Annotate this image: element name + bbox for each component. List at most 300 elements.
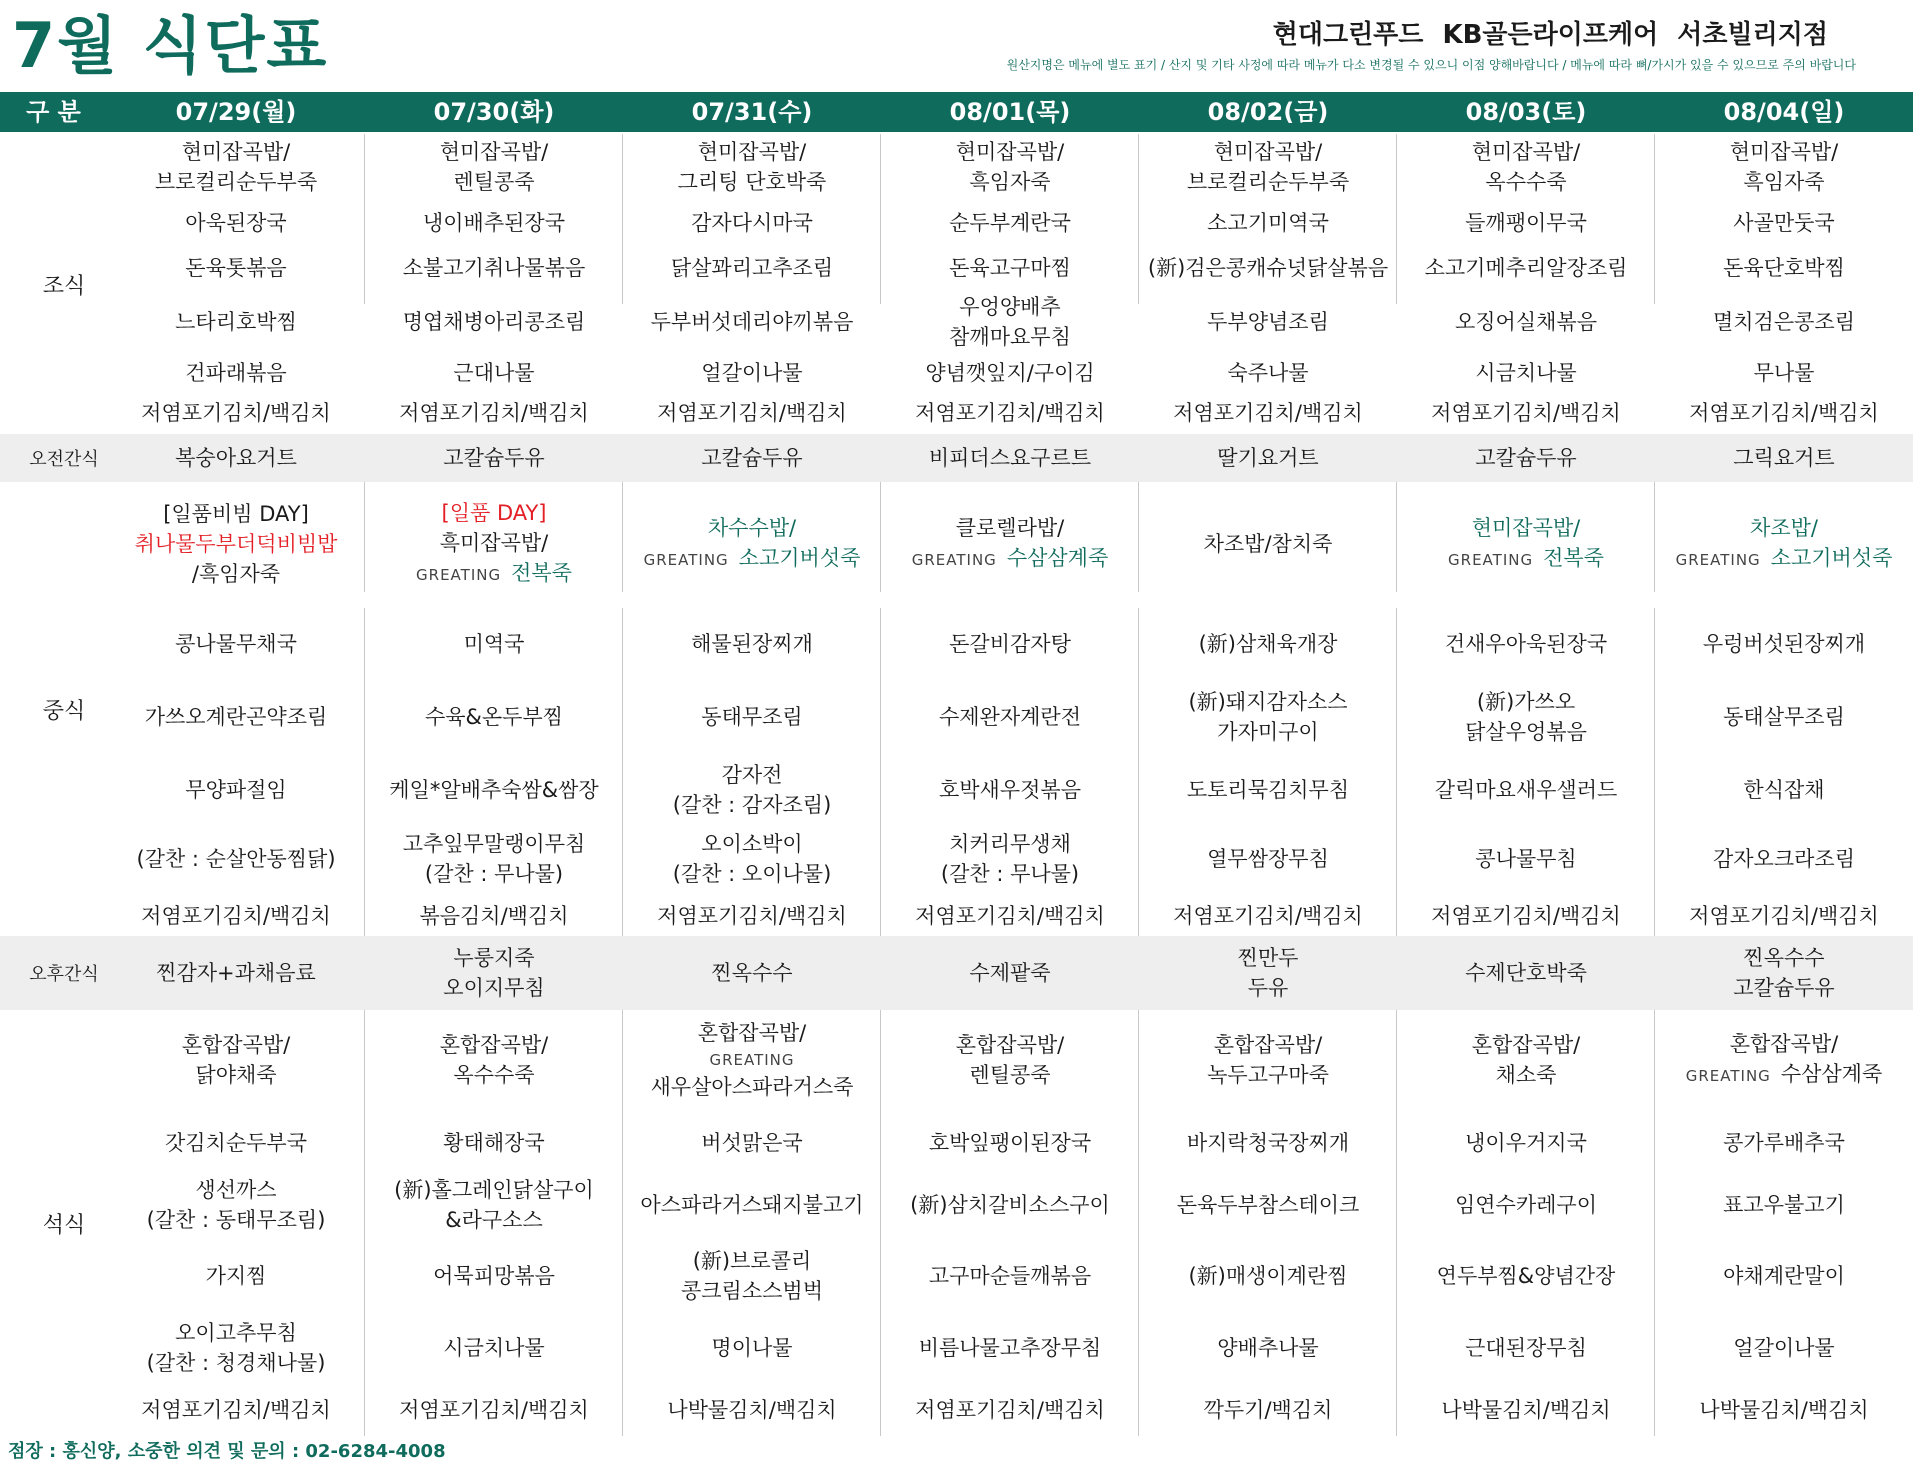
dish-name: 수삼삼계죽 (1780, 1062, 1883, 1086)
menu-line: 찐옥수수 (1743, 946, 1825, 970)
am-snack-item (107, 434, 365, 482)
dinner-item (623, 1240, 881, 1312)
menu-line: 멸치검은콩조림 (1712, 310, 1855, 334)
menu-line: 고구마순들깨볶음 (928, 1264, 1092, 1288)
menu-line: 차조밥/참치죽 (1203, 532, 1333, 556)
menu-line: 시금치나물 (443, 1336, 545, 1360)
dinner-item (1139, 1116, 1397, 1170)
dinner-item (1397, 1312, 1655, 1384)
menu-line: 깍두기/백김치 (1203, 1398, 1333, 1422)
menu-line: 도토리묵김치무침 (1186, 778, 1350, 802)
menu-line: 현미잡곡밥/ (439, 140, 549, 164)
lunch-item (1397, 676, 1655, 758)
menu-line: 무양파절임 (185, 778, 287, 802)
menu-line: 사골만둣국 (1733, 211, 1835, 235)
menu-line: 렌틸콩죽 (969, 1063, 1051, 1087)
menu-line: 갓김치순두부국 (164, 1131, 307, 1155)
lunch-main-cell (881, 484, 1139, 604)
menu-line: [일품비빔 DAY] (163, 502, 309, 526)
menu-line: 호박잎팽이된장국 (928, 1131, 1092, 1155)
breakfast-item (1655, 354, 1913, 392)
lunch-main-cell (365, 484, 623, 604)
lunch-main-cell (1397, 484, 1655, 604)
dinner-main-cell (623, 1012, 881, 1108)
lunch-item (881, 612, 1139, 676)
menu-line: 얼갈이나물 (1733, 1336, 1835, 1360)
menu-line: (갈찬 : 청경채나물) (146, 1351, 326, 1375)
menu-line: 혼합잡곡밥/ (439, 1033, 549, 1057)
lunch-item (107, 676, 365, 758)
breakfast-item (1139, 200, 1397, 246)
header-day: 07/31(수) (691, 98, 813, 126)
menu-line: 렌틸콩죽 (453, 170, 535, 194)
section-label-dinner: 석식 (42, 1212, 86, 1238)
dinner-main-cell (107, 1012, 365, 1108)
menu-line: 닭야채죽 (195, 1063, 277, 1087)
greating-brand-tag: GREATING (911, 551, 997, 569)
greating-brand-tag: GREATING (643, 551, 729, 569)
am-snack-item (1139, 434, 1397, 482)
menu-line: 수제완자계란전 (938, 705, 1081, 729)
menu-line: (新)홀그레인닭살구이 (394, 1178, 594, 1202)
menu-line (881, 543, 1139, 575)
dinner-item (107, 1116, 365, 1170)
menu-line: 아스파라거스돼지불고기 (640, 1193, 864, 1217)
breakfast-item (1397, 246, 1655, 290)
menu-line: 콩가루배추국 (1723, 1131, 1845, 1155)
breakfast-main-cell (107, 136, 365, 198)
dinner-item (1397, 1384, 1655, 1436)
breakfast-item (1397, 200, 1655, 246)
menu-line: 임연수카레구이 (1454, 1193, 1597, 1217)
menu-line: 흑임자죽 (969, 170, 1051, 194)
lunch-item (1655, 822, 1913, 896)
menu-line: 돈육단호박찜 (1723, 256, 1845, 280)
dinner-main-cell (1655, 1012, 1913, 1108)
menu-line: 나박물김치/백김치 (1699, 1398, 1869, 1422)
breakfast-item (365, 354, 623, 392)
menu-line: (갈찬 : 동태무조림) (146, 1208, 326, 1232)
menu-line: 소불고기취나물볶음 (402, 256, 586, 280)
menu-line: 저염포기김치/백김치 (915, 401, 1105, 425)
menu-line: 혼합잡곡밥/ (955, 1033, 1065, 1057)
menu-line (1397, 543, 1655, 575)
breakfast-item (1655, 246, 1913, 290)
menu-line: 우렁버섯된장찌개 (1702, 632, 1866, 656)
dinner-item (107, 1240, 365, 1312)
lunch-item (1139, 822, 1397, 896)
menu-line: 수제팥죽 (969, 961, 1051, 985)
menu-line: 채소죽 (1495, 1063, 1557, 1087)
dinner-item (365, 1170, 623, 1240)
breakfast-main-cell (623, 136, 881, 198)
menu-line: (갈찬 : 감자조림) (672, 793, 832, 817)
lunch-main-cell (1139, 484, 1397, 604)
lunch-item (365, 822, 623, 896)
header-day: 08/03(토) (1465, 98, 1587, 126)
menu-line: 오이고추무침 (175, 1321, 297, 1345)
lunch-item (1139, 676, 1397, 758)
breakfast-item (1655, 290, 1913, 354)
lunch-item (623, 676, 881, 758)
lunch-item (623, 758, 881, 822)
dinner-item (1139, 1312, 1397, 1384)
menu-line: 연두부찜&양념간장 (1436, 1264, 1616, 1288)
menu-line: 저염포기김치/백김치 (1173, 904, 1363, 928)
menu-line: 돈육두부참스테이크 (1176, 1193, 1360, 1217)
dinner-item (1655, 1384, 1913, 1436)
menu-line: (갈찬 : 오이나물) (672, 862, 832, 886)
breakfast-item (881, 392, 1139, 434)
company-name: 현대그린푸드 KB골든라이프케어 서초빌리지점 (1272, 20, 1828, 50)
menu-line: 명엽채병아리콩조림 (402, 310, 586, 334)
menu-line: 흑임자죽 (1743, 170, 1825, 194)
menu-line: 가자미구이 (1217, 720, 1319, 744)
menu-line: 콩나물무채국 (175, 632, 297, 656)
lunch-item (623, 896, 881, 936)
menu-line (1655, 1059, 1913, 1091)
notice-text: 원산지명은 메뉴에 별도 표기 / 산지 및 기타 사정에 따라 메뉴가 다소 변경될 수 있으니 이점 양해바랍니다 / 메뉴에 따라 뼈/가시가 있을 수 있으므로 주의 바랍니다 (1006, 58, 1856, 72)
menu-line: 딸기요거트 (1217, 446, 1319, 470)
menu-line: 저염포기김치/백김치 (1431, 904, 1621, 928)
menu-line: &라구소스 (445, 1208, 543, 1232)
menu-line: 근대나물 (453, 361, 535, 385)
menu-line: (갈찬 : 무나물) (424, 862, 564, 886)
menu-line: 닭살우엉볶음 (1465, 720, 1587, 744)
menu-line: 해물된장찌개 (691, 632, 813, 656)
menu-line: 바지락청국장찌개 (1186, 1131, 1350, 1155)
menu-line: 오이지무침 (443, 976, 545, 1000)
dinner-item (1139, 1384, 1397, 1436)
am-snack-item (365, 434, 623, 482)
breakfast-item (623, 392, 881, 434)
menu-line: 저염포기김치/백김치 (915, 904, 1105, 928)
dinner-item (1397, 1116, 1655, 1170)
menu-line: 가지찜 (205, 1264, 267, 1288)
dinner-item (881, 1384, 1139, 1436)
dinner-item (1655, 1170, 1913, 1240)
menu-line: 케일*알배추숙쌈&쌈장 (389, 778, 599, 802)
menu-line: 고칼슘두유 (701, 446, 803, 470)
menu-line: 브로컬리순두부죽 (1186, 170, 1350, 194)
header-day: 08/02(금) (1207, 98, 1329, 126)
lunch-main-cell (623, 484, 881, 604)
lunch-item (623, 822, 881, 896)
menu-line: 저염포기김치/백김치 (141, 904, 331, 928)
menu-line: 얼갈이나물 (701, 361, 803, 385)
menu-line: (新)검은콩캐슈넛닭살볶음 (1147, 256, 1389, 280)
menu-line: 현미잡곡밥/ (955, 140, 1065, 164)
breakfast-item (1397, 290, 1655, 354)
menu-line: (갈찬 : 무나물) (940, 862, 1080, 886)
breakfast-item (1139, 246, 1397, 290)
dish-name: 전복죽 (511, 561, 572, 585)
breakfast-main-cell (1397, 136, 1655, 198)
header-day: 07/30(화) (433, 98, 555, 126)
menu-line: 닭살꽈리고추조림 (670, 256, 834, 280)
menu-line: 저염포기김치/백김치 (1689, 904, 1879, 928)
menu-line: 복숭아요거트 (175, 446, 297, 470)
dinner-item (1655, 1240, 1913, 1312)
menu-line: 돈육톳볶음 (185, 256, 287, 280)
dinner-main-cell (881, 1012, 1139, 1108)
menu-line: 소고기미역국 (1207, 211, 1329, 235)
am-snack-item (1397, 434, 1655, 482)
menu-line: 두부버섯데리야끼볶음 (650, 310, 854, 334)
breakfast-item (1397, 392, 1655, 434)
menu-line: 저염포기김치/백김치 (399, 1398, 589, 1422)
lunch-item (1397, 612, 1655, 676)
breakfast-item (365, 200, 623, 246)
breakfast-item (365, 290, 623, 354)
menu-line: 콩나물무침 (1475, 847, 1577, 871)
dish-name: 수삼삼계죽 (1006, 546, 1109, 570)
menu-line-highlight: [일품 DAY] (441, 501, 547, 525)
menu-line: 순두부계란국 (949, 211, 1071, 235)
dinner-item (107, 1384, 365, 1436)
menu-line: 가쓰오계란곤약조림 (144, 705, 328, 729)
menu-line: 수육&온두부찜 (424, 705, 564, 729)
lunch-item (107, 822, 365, 896)
dinner-main-cell (365, 1012, 623, 1108)
breakfast-item (623, 354, 881, 392)
menu-line: (갈찬 : 순살안동찜닭) (136, 847, 336, 871)
page-title: 7월 식단표 (12, 9, 329, 82)
menu-line: 혼합잡곡밥/ (1213, 1033, 1323, 1057)
lunch-item (107, 758, 365, 822)
menu-line: 무나물 (1753, 361, 1815, 385)
menu-line: 두부양념조림 (1207, 310, 1329, 334)
menu-line: 열무쌈장무침 (1207, 847, 1329, 871)
menu-line: (新)가쓰오 (1476, 690, 1576, 714)
lunch-item (881, 822, 1139, 896)
breakfast-item (623, 200, 881, 246)
pm-snack-item (365, 936, 623, 1010)
menu-line-highlight: 취나물두부더덕비빔밥 (134, 532, 338, 556)
menu-line: 나박물김치/백김치 (667, 1398, 837, 1422)
menu-line: 저염포기김치/백김치 (657, 401, 847, 425)
dinner-item (1139, 1240, 1397, 1312)
menu-line: 돈육고구마찜 (949, 256, 1071, 280)
menu-line: 옥수수죽 (453, 1063, 535, 1087)
menu-line: 어묵피망볶음 (433, 1264, 555, 1288)
menu-line: 참깨마요무침 (949, 325, 1071, 349)
dish-name: 전복죽 (1543, 546, 1604, 570)
breakfast-item (881, 354, 1139, 392)
breakfast-item (365, 392, 623, 434)
menu-line: 브로컬리순두부죽 (154, 170, 318, 194)
menu-line: 오이소박이 (701, 832, 803, 856)
dish-name: 소고기버섯죽 (1770, 546, 1893, 570)
lunch-item (365, 676, 623, 758)
dinner-item (365, 1384, 623, 1436)
am-snack-item (881, 434, 1139, 482)
dinner-main-cell (1397, 1012, 1655, 1108)
lunch-item (1397, 896, 1655, 936)
pm-snack-item (1397, 936, 1655, 1010)
menu-line: 생선까스 (195, 1178, 277, 1202)
breakfast-item (107, 290, 365, 354)
menu-line: 수제단호박죽 (1465, 961, 1587, 985)
section-label-lunch: 중식 (42, 698, 86, 724)
lunch-main-cell (1655, 484, 1913, 604)
breakfast-item (107, 200, 365, 246)
breakfast-main-cell (881, 136, 1139, 198)
breakfast-main-cell (365, 136, 623, 198)
lunch-item (1655, 896, 1913, 936)
dinner-item (1655, 1116, 1913, 1170)
footer-contact: 점장 : 홍신양, 소중한 의견 및 문의 : 02-6284-4008 (8, 1441, 446, 1462)
menu-line: 나박물김치/백김치 (1441, 1398, 1611, 1422)
menu-line: 버섯맑은국 (701, 1131, 803, 1155)
menu-line: 고칼슘두유 (1475, 446, 1577, 470)
menu-line: 동태무조림 (701, 705, 803, 729)
menu-line: 현미잡곡밥/ (697, 140, 807, 164)
greating-brand-tag: GREATING (1685, 1067, 1771, 1085)
menu-line: 비피더스요구르트 (928, 446, 1092, 470)
menu-line: 냉이우거지국 (1465, 1131, 1587, 1155)
dinner-item (1397, 1170, 1655, 1240)
menu-line: 찐옥수수 (711, 961, 793, 985)
breakfast-item (107, 246, 365, 290)
menu-line: 오징어실채볶음 (1454, 310, 1597, 334)
menu-line (365, 558, 623, 590)
menu-line: (新)돼지감자소스 (1188, 690, 1348, 714)
breakfast-item (623, 290, 881, 354)
section-label-pm-snack: 오후간식 (29, 964, 99, 985)
menu-line: 명이나물 (711, 1336, 793, 1360)
breakfast-item (881, 246, 1139, 290)
header-day: 08/04(일) (1723, 98, 1845, 126)
pm-snack-item (1139, 936, 1397, 1010)
menu-line: 흑미잡곡밥/ (439, 531, 549, 555)
breakfast-item (1139, 290, 1397, 354)
menu-line: 녹두고구마죽 (1207, 1063, 1329, 1087)
menu-line: 숙주나물 (1227, 361, 1309, 385)
dish-name: 소고기버섯죽 (738, 546, 861, 570)
menu-line: 건파래볶음 (185, 361, 287, 385)
dinner-item (881, 1312, 1139, 1384)
menu-line-green: 차수수밥/ (707, 516, 797, 540)
greating-brand-tag: GREATING (1448, 551, 1534, 569)
menu-line: 건새우아욱된장국 (1444, 632, 1608, 656)
breakfast-item (365, 246, 623, 290)
menu-line (1655, 543, 1913, 575)
menu-line: 고추잎무말랭이무침 (402, 832, 586, 856)
lunch-item (881, 676, 1139, 758)
pm-snack-item (881, 936, 1139, 1010)
header-bar (0, 92, 1913, 132)
menu-line: (新)매생이계란찜 (1188, 1264, 1348, 1288)
section-label-am-snack: 오전간식 (29, 449, 99, 470)
menu-line: /흑임자죽 (191, 562, 281, 586)
breakfast-item (107, 354, 365, 392)
menu-line: (新)삼채육개장 (1198, 632, 1338, 656)
lunch-item (107, 612, 365, 676)
lunch-item (1655, 612, 1913, 676)
menu-line: 그리팅 단호박죽 (677, 170, 827, 194)
menu-line: (新)삼치갈비소스구이 (910, 1193, 1110, 1217)
menu-line: 볶음김치/백김치 (419, 904, 569, 928)
breakfast-item (1139, 354, 1397, 392)
dinner-item (365, 1240, 623, 1312)
am-snack-item (1655, 434, 1913, 482)
am-snack-item (623, 434, 881, 482)
menu-line: 저염포기김치/백김치 (657, 904, 847, 928)
menu-line: 옥수수죽 (1485, 170, 1567, 194)
menu-line: 저염포기김치/백김치 (141, 401, 331, 425)
dinner-item (107, 1170, 365, 1240)
breakfast-main-cell (1655, 136, 1913, 198)
menu-line: 감자오크라조림 (1712, 847, 1855, 871)
menu-line: 아욱된장국 (185, 211, 287, 235)
breakfast-item (1655, 392, 1913, 434)
menu-line: 저염포기김치/백김치 (1689, 401, 1879, 425)
dinner-item (1139, 1170, 1397, 1240)
menu-line (623, 543, 881, 575)
lunch-item (1655, 758, 1913, 822)
dinner-item (1397, 1240, 1655, 1312)
menu-line: 고칼슘두유 (443, 446, 545, 470)
header-label: 구 분 (26, 98, 81, 126)
pm-snack-item (107, 936, 365, 1010)
menu-line: 표고우불고기 (1723, 1193, 1845, 1217)
menu-line: 찐만두 (1237, 946, 1299, 970)
dinner-item (623, 1116, 881, 1170)
menu-line: 시금치나물 (1475, 361, 1577, 385)
dinner-main-cell (1139, 1012, 1397, 1108)
menu-line: 한식잡채 (1743, 778, 1825, 802)
breakfast-item (623, 246, 881, 290)
breakfast-item (1655, 200, 1913, 246)
menu-line: 콩크림소스범벅 (680, 1279, 823, 1303)
menu-line: 느타리호박찜 (175, 310, 297, 334)
menu-line: 저염포기김치/백김치 (1431, 401, 1621, 425)
dinner-item (881, 1240, 1139, 1312)
breakfast-item (107, 392, 365, 434)
menu-line: 감자전 (721, 763, 783, 787)
lunch-item (107, 896, 365, 936)
menu-line: 치커리무생채 (949, 832, 1071, 856)
menu-line: 우엉양배추 (959, 295, 1061, 319)
breakfast-item (1397, 354, 1655, 392)
menu-line: 클로렐라밥/ (955, 516, 1065, 540)
lunch-main-cell (107, 484, 365, 604)
section-label-breakfast: 조식 (42, 273, 86, 299)
menu-line: 현미잡곡밥/ (1213, 140, 1323, 164)
lunch-item (1139, 758, 1397, 822)
pm-snack-item (1655, 936, 1913, 1010)
menu-line-green: 현미잡곡밥/ (1471, 516, 1581, 540)
menu-line: 저염포기김치/백김치 (399, 401, 589, 425)
menu-line: 현미잡곡밥/ (1471, 140, 1581, 164)
menu-line: 동태살무조림 (1723, 705, 1845, 729)
header-day: 08/01(목) (949, 98, 1071, 126)
menu-line: 미역국 (463, 632, 525, 656)
menu-line: 돈갈비감자탕 (949, 632, 1071, 656)
dinner-item (623, 1384, 881, 1436)
lunch-item (1397, 758, 1655, 822)
menu-line: 누룽지죽 (453, 946, 535, 970)
menu-line: 혼합잡곡밥/ (1471, 1033, 1581, 1057)
menu-line: 갈릭마요새우샐러드 (1434, 778, 1618, 802)
breakfast-item (1139, 392, 1397, 434)
menu-line: 감자다시마국 (691, 211, 813, 235)
dinner-item (881, 1170, 1139, 1240)
lunch-item (365, 896, 623, 936)
menu-line: 두유 (1247, 976, 1289, 1000)
menu-line: 그릭요거트 (1733, 446, 1835, 470)
